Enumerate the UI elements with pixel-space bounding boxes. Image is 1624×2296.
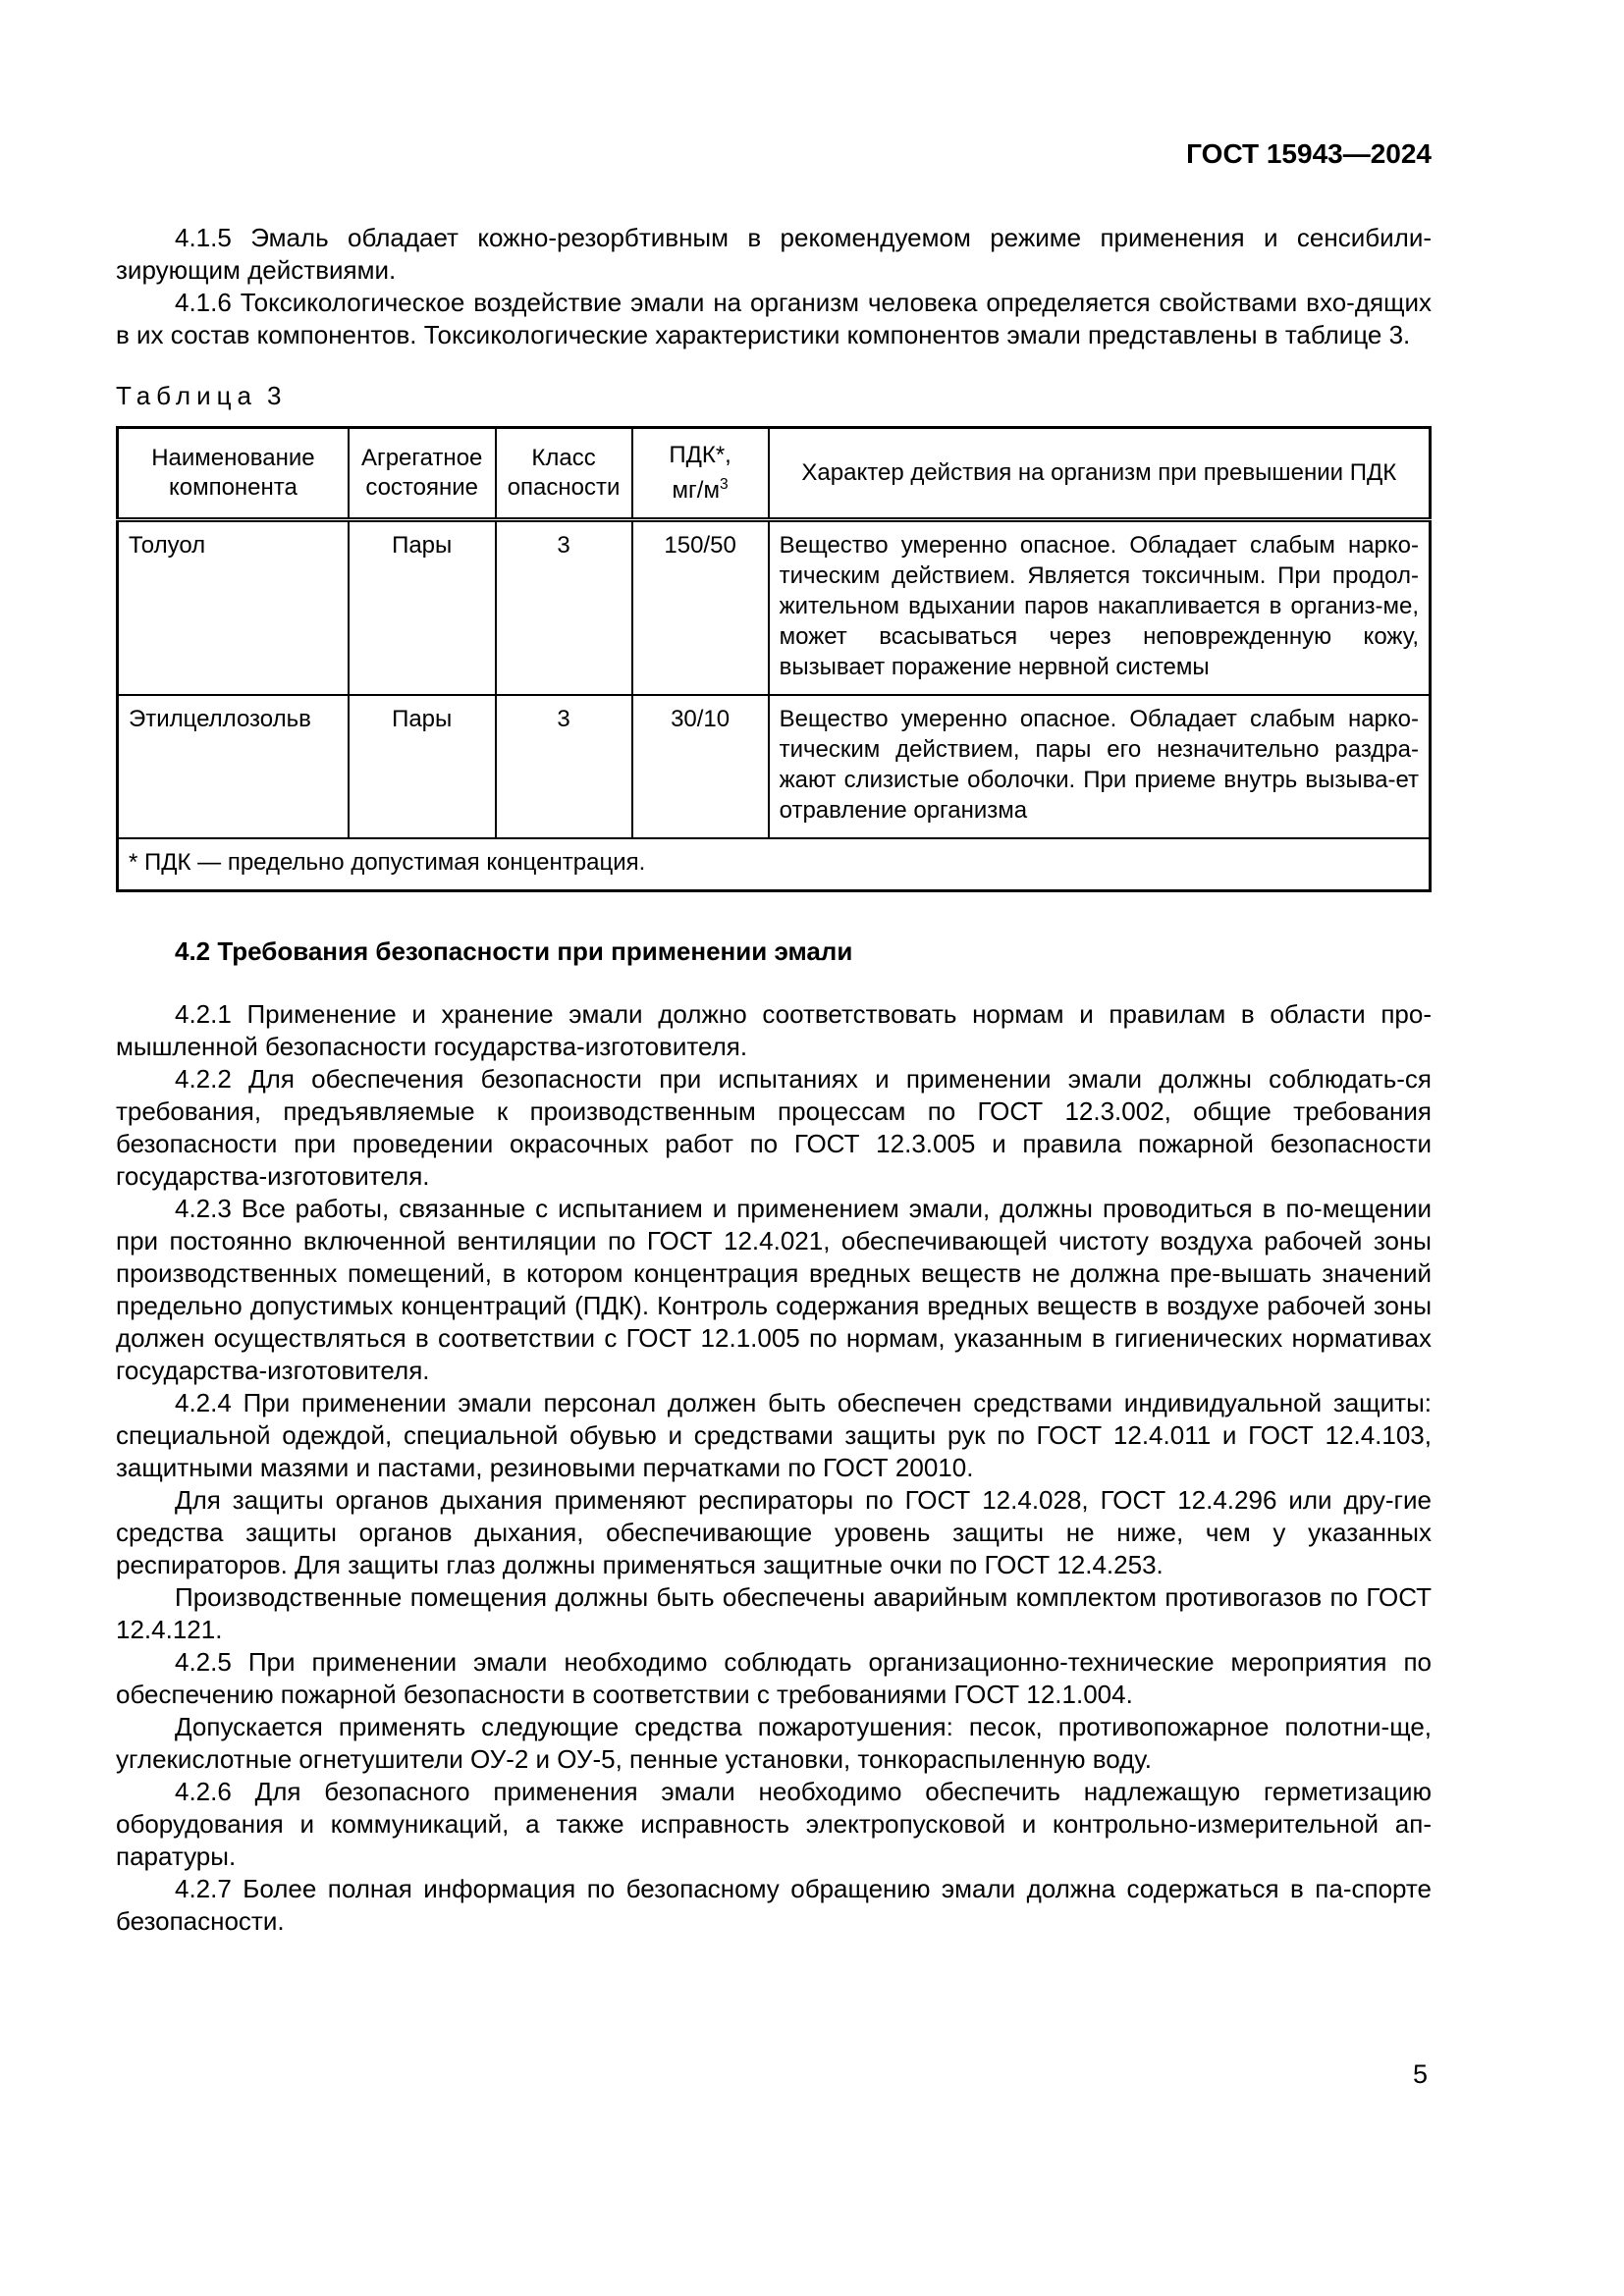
doc-code-header: ГОСТ 15943—2024 (1186, 138, 1432, 169)
col-header-component: Наименование компонента (118, 428, 349, 520)
table-row (118, 520, 1431, 696)
table-header-row (118, 428, 1431, 520)
paragraph-4-2-5-extinguishing: Допускается применять следующие средства пожаротушения: песок, противопожарное полотни-ще, углекислотные огнетушители ОУ-2 и ОУ-5, пенные установки, тонкораспыленную воду. (116, 1712, 1432, 1774)
toxicology-table (116, 426, 1432, 892)
pdk-header-unit: мг/м (672, 477, 720, 504)
cell-hazard-class: 3 (496, 695, 632, 838)
cell-component: Этилцеллозольв (118, 695, 349, 838)
paragraph-4-2-3: 4.2.3 Все работы, связанные с испытанием и применением эмали, должны проводиться в по-мещении при постоянно включенной вентиляции по ГОСТ 12.4.021, обеспечивающей чистоту воздуха рабочей зоны производственных помещений, в котором концентрация вредных веществ не должна пре-вышать значений предельно допустимых концентраций (ПДК). Контроль содержания вредных веществ в воздухе рабочей зоны должен осуществляться в соответствии с ГОСТ 12.1.005 по нормам, указанным в гигиенических нормативах государства-изготовителя. (116, 1194, 1432, 1385)
paragraph-4-1-6: 4.1.6 Токсикологическое воздействие эмали на организм человека определяется свойствами вхо-дящих в их состав компонентов. Токсикологические характеристики компонентов эмали представлены в таблице 3. (116, 288, 1432, 349)
col-header-state: Агрегатное состояние (349, 428, 496, 520)
paragraph-4-2-4: 4.2.4 При применении эмали персонал должен быть обеспечен средствами индивидуальной защиты: специальной одеждой, специальной обувью и средствами защиты рук по ГОСТ 12.4.011 и ГОСТ 12.4.103, защитными мазями и пастами, резиновыми перчатками по ГОСТ 20010. (116, 1388, 1432, 1482)
paragraph-4-2-1: 4.2.1 Применение и хранение эмали должно соответствовать нормам и правилам в области про-мышленной безопасности государства-изготовителя. (116, 999, 1432, 1061)
cell-component: Толуол (118, 520, 349, 696)
cell-effect: Вещество умеренно опасное. Обладает слабым нарко-тическим действием, пары его незначительно раздра-жают слизистые оболочки. При приеме внутрь вызыва-ет отравление организма (769, 695, 1431, 838)
paragraph-4-2-6: 4.2.6 Для безопасного применения эмали необходимо обеспечить надлежащую герметизацию оборудования и коммуникаций, а также исправность электропусковой и контрольно-измерительной ап-паратуры. (116, 1777, 1432, 1871)
paragraph-4-2-7: 4.2.7 Более полная информация по безопасному обращению эмали должна содержаться в па-спорте безопасности. (116, 1874, 1432, 1936)
table-footnote-row (118, 838, 1431, 891)
table-row (118, 695, 1431, 838)
table-caption (116, 381, 1432, 410)
pdk-header-line1: ПДК*, (669, 442, 731, 468)
col-header-effect: Характер действия на организм при превышении ПДК (769, 428, 1431, 520)
paragraph-4-2-2: 4.2.2 Для обеспечения безопасности при испытаниях и применении эмали должны соблюдать-ся требования, предъявляемые к производственным процессам по ГОСТ 12.3.002, общие требования безопасности при проведении окрасочных работ по ГОСТ 12.3.005 и правила пожарной безопасности государства-изготовителя. (116, 1064, 1432, 1191)
paragraph-4-1-5: 4.1.5 Эмаль обладает кожно-резорбтивным в рекомендуемом режиме применения и сенсибили-зирующим действиями. (116, 223, 1432, 285)
section-heading-4-2: 4.2 Требования безопасности при применении эмали (175, 936, 853, 966)
cell-effect: Вещество умеренно опасное. Обладает слабым нарко-тическим действием. Является токсичным. При продол-жительном вдыхании паров накапливается в организ-ме, может всасываться через неповрежденную кожу, вызывает поражение нервной системы (769, 520, 1431, 696)
cell-state: Пары (349, 520, 496, 696)
cell-state: Пары (349, 695, 496, 838)
table-caption-number: 3 (266, 381, 282, 410)
table-caption-label: Таблица (116, 381, 257, 410)
cell-pdk: 30/10 (632, 695, 769, 838)
page-content (116, 0, 1432, 1938)
col-header-hazard-class: Класс опасности (496, 428, 632, 520)
paragraph-4-2-5: 4.2.5 При применении эмали необходимо соблюдать организационно-технические мероприятия по обеспечению пожарной безопасности в соответствии с требованиями ГОСТ 12.1.004. (116, 1647, 1432, 1709)
pdk-header-superscript: 3 (719, 476, 729, 493)
paragraph-4-2-4-gas-masks: Производственные помещения должны быть обеспечены аварийным комплектом противогазов по ГОСТ 12.4.121. (116, 1582, 1432, 1644)
paragraph-4-2-4-respirators: Для защиты органов дыхания применяют респираторы по ГОСТ 12.4.028, ГОСТ 12.4.296 или дру-гие средства защиты органов дыхания, обеспечивающие уровень защиты не ниже, чем у указанных респираторов. Для защиты глаз должны применяться защитные очки по ГОСТ 12.4.253. (116, 1485, 1432, 1579)
cell-pdk: 150/50 (632, 520, 769, 696)
cell-hazard-class: 3 (496, 520, 632, 696)
page-number: 5 (1412, 2059, 1428, 2089)
table-footnote: * ПДК — предельно допустимая концентрация. (118, 838, 1431, 891)
col-header-pdk (632, 428, 769, 520)
